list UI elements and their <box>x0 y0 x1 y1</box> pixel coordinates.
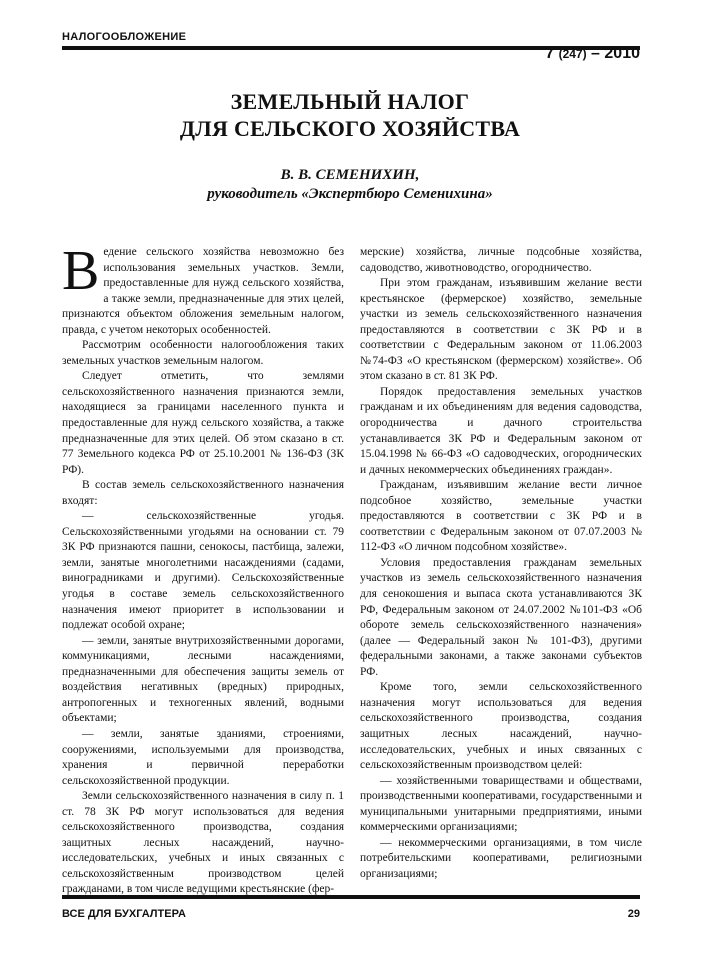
paragraph: Гражданам, изъявившим желание вести личное подсобное хозяйство, земельные участки предоставляются в соответствии с ЗК РФ и в соответствии с Федеральным законом от 07.07.2003 № 112-ФЗ «О личном подсобном хозяйстве». <box>360 479 642 554</box>
paragraph: При этом гражданам, изъявившим желание вести крестьянское (фермерское) хозяйство, земельные участки из земель сельскохозяйственного назначения предоставляются в соответствии с ЗК РФ и в соответствии с Федеральным законом от 11.06.2003 №74-ФЗ «О крестьянском (фермерском) хозяйстве». Об этом сказано в ст. 81 ЗК РФ. <box>360 277 642 383</box>
paragraph: Условия предоставления гражданам земельных участков из земель сельскохозяйственного назначения для сенокошения и выпаса скота устанавливаются ЗК РФ, Федеральным законом от 24.07.2002 №101-ФЗ «Об обороте земель сельскохозяйственного назначения» (далее — Федеральный закон № 101-ФЗ), другими федеральными законами, а также законами субъектов РФ. <box>360 556 642 678</box>
paragraph-continuation: мерские) хозяйства, личные подсобные хозяйства, садоводство, животноводство, огородничество. <box>360 246 642 274</box>
paragraph: Следует отметить, что землями сельскохозяйственного назначения признаются земли, находящиеся за границами населенного пункта и предоставленные для нужд сельского хозяйства, а также предназначенные для этих целей. Об этом сказано в ст. 77 Земельного кодекса РФ от 25.10.2001 № 136-ФЗ (ЗК РФ). <box>62 370 344 476</box>
issue-number <box>545 45 640 63</box>
issue-year: 2010 <box>604 45 640 62</box>
paragraph-text: едение сельского хозяйства невозможно без использования земельных участков. Земли, предоставленные для нужд сельского хозяйства, а также земли, предназначенные для этих целей, признаются объектом обложения земельным налогом, правда, с учетом некоторых особенностей. <box>62 246 344 336</box>
issue-dash: – <box>591 45 600 62</box>
left-column <box>62 240 344 898</box>
list-item: — земли, занятые зданиями, строениями, сооружениями, используемыми для производства, хранения и первичной переработки сельскохозяйственной продукции. <box>62 727 344 787</box>
right-column <box>360 245 642 882</box>
list-item: — земли, занятые внутрихозяйственными дорогами, коммуникациями, лесными насаждениями, предназначенными для обеспечения защиты земель от воздействия негативных (вредных) природных, антропогенных и техногенных явлений, водными объектами; <box>62 634 344 725</box>
issue-number-paren: (247) <box>558 47 587 61</box>
page-number: 29 <box>627 908 640 920</box>
paragraph: Рассмотрим особенности налогообложения таких земельных участков земельным налогом. <box>62 339 344 367</box>
section-label: НАЛОГООБЛОЖЕНИЕ <box>62 31 187 43</box>
author-position: руководитель «Экспертбюро Семенихина» <box>207 186 493 202</box>
paragraph: Земли сельскохозяйственного назначения в силу п. 1 ст. 78 ЗК РФ могут использоваться для ведения сельскохозяйственного производства, создания защитных лесных насаждений, научно-исследовательских, учебных и иных связанных с сельскохозяйственным производством целей гражданами, в том числе ведущими крестьянские (фер- <box>62 790 344 896</box>
list-item: — сельскохозяйственные угодья. Сельскохозяйственными угодьями на основании ст. 79 ЗК РФ признаются пашни, сенокосы, пастбища, залежи, земли, занятые многолетними насаждениями (садами, виноградниками и другими). Сельскохозяйственные угодья в составе земель сельскохозяйственного назначения имеют приоритет в использовании и подлежат особой охране; <box>62 510 344 632</box>
paragraph: Кроме того, земли сельскохозяйственного назначения могут использоваться для ведения сельскохозяйственного производства, создания защитных лесных насаждений, научно-исследовательских, учебных и иных связанных с сельскохозяйственным производством целей: <box>360 681 642 772</box>
paragraph: Порядок предоставления земельных участков гражданам и их объединениям для ведения садоводства, огородничества и дачного строительства устанавливается ЗК РФ и Федеральным законом от 15.04.1998 № 66-ФЗ «О садоводческих, огороднических и дачных некоммерческих объединениях граждан». <box>360 385 642 476</box>
article-title-line-2: ДЛЯ СЕЛЬСКОГО ХОЗЯЙСТВА <box>179 116 521 141</box>
footer-rule <box>62 895 640 899</box>
list-item: — хозяйственными товариществами и обществами, производственными кооперативами, государственными и муниципальными унитарными предприятиями, иными коммерческими организациями; <box>360 774 642 834</box>
article-title <box>60 88 640 142</box>
publication-name: ВСЕ ДЛЯ БУХГАЛТЕРА <box>62 908 186 920</box>
author-name: В. В. СЕМЕНИХИН, <box>280 167 420 183</box>
paragraph: В состав земель сельскохозяйственного назначения входят: <box>62 479 344 507</box>
article-title-line-1: ЗЕМЕЛЬНЫЙ НАЛОГ <box>230 89 470 114</box>
list-item: — некоммерческими организациями, в том числе потребительскими кооперативами, религиозными организациями; <box>360 836 642 880</box>
issue-number-main: 7 <box>545 45 555 62</box>
drop-cap: В <box>62 240 100 302</box>
paragraph <box>62 240 344 338</box>
article-author <box>60 166 640 204</box>
